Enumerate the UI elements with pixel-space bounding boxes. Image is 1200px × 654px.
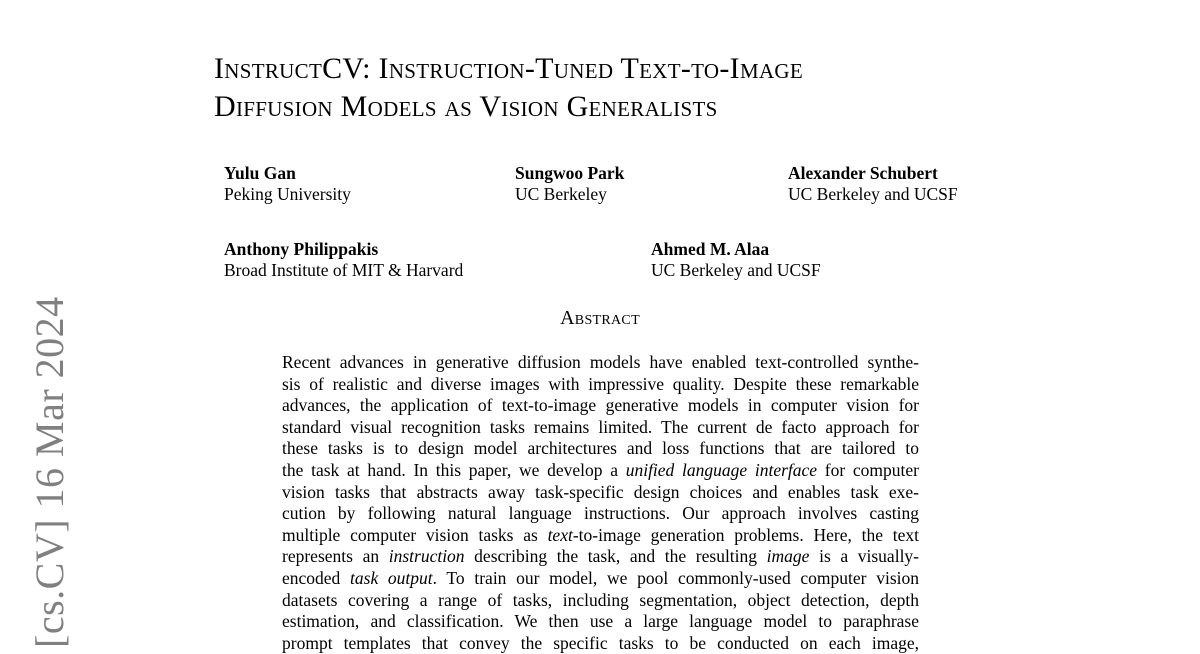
abstract-line: standard visual recognition tasks remains limited. The current de facto approach for: [282, 416, 919, 437]
author-affiliation: Peking University: [224, 184, 351, 204]
paper-title: [214, 50, 803, 126]
author-affiliation: UC Berkeley and UCSF: [788, 184, 958, 204]
author-block: [515, 163, 624, 205]
abstract-line: vision tasks that abstracts away task-specific design choices and enables task exe-: [282, 481, 919, 502]
author-name: Ahmed M. Alaa: [651, 239, 770, 259]
abstract-line: advances, the application of text-to-image generative models in computer vision for: [282, 395, 919, 416]
abstract-line: represents an instruction describing the task, and the resulting image is a visually-: [282, 546, 920, 567]
author-block: [224, 163, 351, 205]
abstract-line: these tasks is to design model architectures and loss functions that are tailored to: [282, 438, 919, 459]
abstract-line: datasets covering a range of tasks, including segmentation, object detection, depth: [282, 589, 919, 610]
abstract-body: [282, 352, 919, 654]
author-affiliation: UC Berkeley: [515, 184, 607, 204]
abstract-line: the task at hand. In this paper, we develop a unified language interface for computer: [282, 459, 919, 480]
abstract-line: Recent advances in generative diffusion models have enabled text-controlled synthe-: [282, 352, 919, 372]
abstract-line: sis of realistic and diverse images with impressive quality. Despite these remarkable: [282, 373, 919, 394]
abstract-line: cution by following natural language instructions. Our approach involves casting: [282, 503, 919, 524]
author-block: [224, 239, 463, 281]
abstract-line: estimation, and classification. We then use a large language model to paraphrase: [282, 611, 919, 632]
abstract-line: prompt templates that convey the specific tasks to be conducted on each image,: [282, 632, 919, 653]
abstract-heading: Abstract: [560, 307, 640, 329]
author-block: [651, 239, 821, 281]
title-line-2: Diffusion Models as Vision Generalists: [214, 90, 718, 123]
abstract-line: multiple computer vision tasks as text-to-image generation problems. Here, the text: [282, 524, 919, 545]
arxiv-stamp: [cs.CV] 16 Mar 2024: [27, 296, 72, 648]
author-block: [788, 163, 958, 205]
author-affiliation: Broad Institute of MIT & Harvard: [224, 260, 464, 280]
author-name: Sungwoo Park: [515, 163, 625, 183]
abstract-line: encoded task output. To train our model, we pool commonly-used computer vision: [282, 567, 919, 588]
author-name: Yulu Gan: [224, 163, 296, 183]
author-name: Alexander Schubert: [788, 163, 938, 183]
author-name: Anthony Philippakis: [224, 239, 379, 259]
title-line-1: InstructCV: Instruction-Tuned Text-to-Image: [214, 52, 804, 85]
author-affiliation: UC Berkeley and UCSF: [651, 260, 821, 280]
